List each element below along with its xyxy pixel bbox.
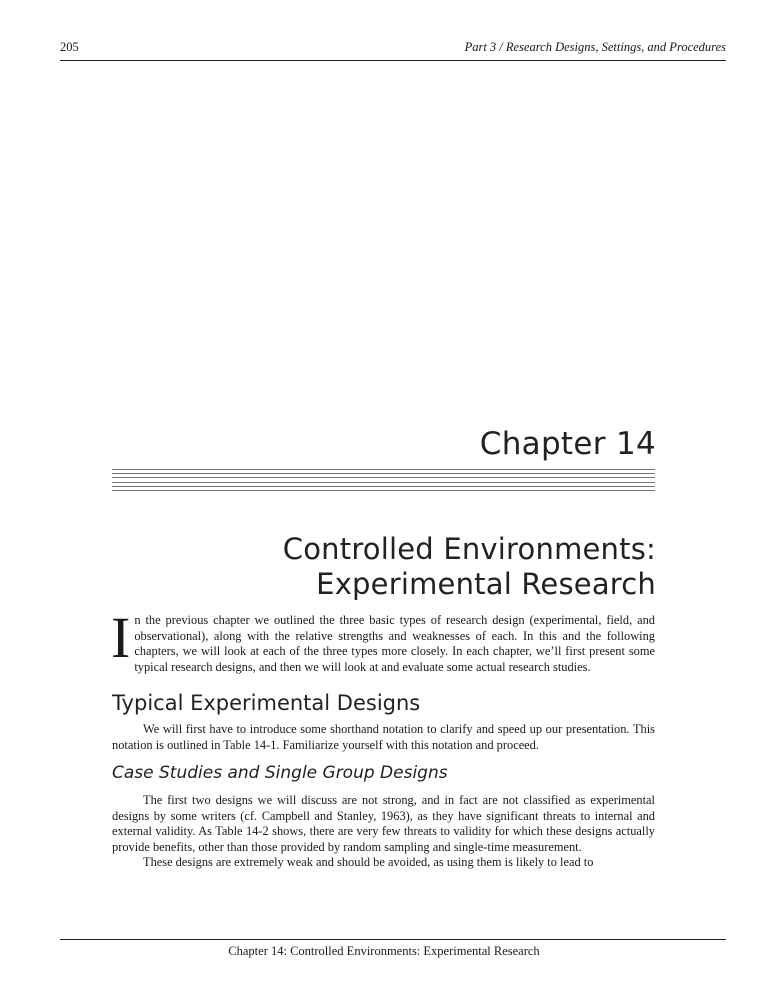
subsection-body — [112, 793, 655, 871]
section-paragraph: We will first have to introduce some shorthand notation to clarify and speed up our presentation. This notation is outlined in Table 14-1. Familiarize yourself with this notation and proceed. — [112, 722, 655, 752]
chapter-title-line1: Controlled Environments: — [282, 532, 656, 566]
chapter-title-line2: Experimental Research — [316, 567, 656, 601]
subsection-paragraph-1: The first two designs we will discuss are not strong, and in fact are not classified as experimental designs by some writers (cf. Campbell and Stanley, 1963), as they have significant threats to internal and external validity. As Table 14-2 shows, there are very few threats to validity for which these designs actually provide benefits, other than those provided by random sampling and single-time measurement. — [112, 793, 655, 854]
running-head: Part 3 / Research Designs, Settings, and Procedures — [464, 40, 726, 54]
chapter-label: Chapter 14 — [479, 426, 656, 462]
drop-cap: I — [111, 605, 131, 670]
subsection-paragraph-2: These designs are extremely weak and should be avoided, as using them is likely to lead to — [143, 855, 594, 869]
header-rule — [60, 60, 726, 61]
page-footer: Chapter 14: Controlled Environments: Experimental Research — [228, 944, 540, 958]
footer-rule — [60, 939, 726, 940]
chapter-ornament-rules — [112, 469, 655, 493]
subsection-heading: Case Studies and Single Group Designs — [112, 763, 448, 783]
chapter-title — [283, 532, 656, 602]
section-heading: Typical Experimental Designs — [112, 691, 421, 715]
page-number: 205 — [60, 40, 79, 54]
intro-paragraph — [111, 605, 655, 675]
intro-text: n the previous chapter we outlined the three basic types of research design (experimental, field, and observational), along with the relative strengths and weaknesses of each. In this and the following chapters, we will look at each of the three types more closely. In each chapter, we’ll first present some typical research designs, and then we will look at and evaluate some actual research studies. — [134, 613, 655, 674]
section-paragraph-container — [112, 722, 655, 753]
page-header — [60, 40, 726, 58]
